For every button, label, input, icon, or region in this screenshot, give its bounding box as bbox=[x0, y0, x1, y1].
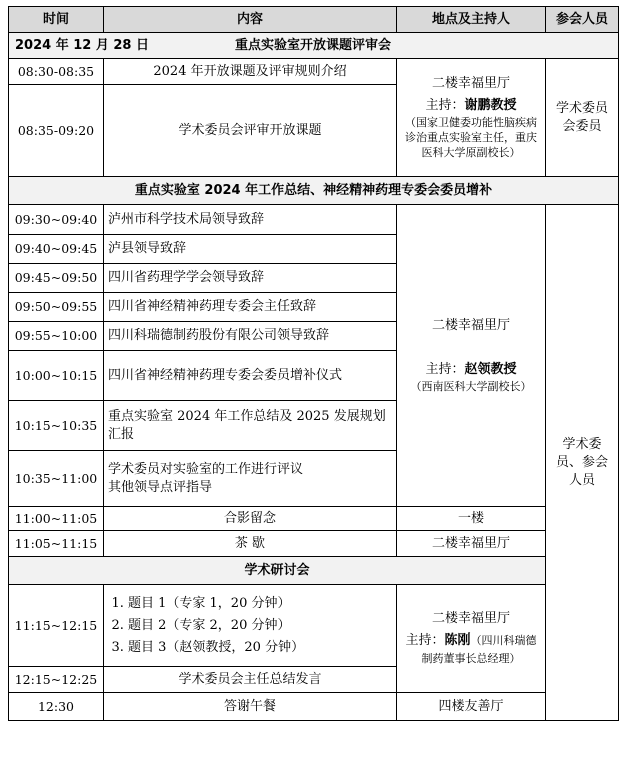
host-name: 陈刚 bbox=[444, 632, 471, 648]
agenda-table bbox=[8, 6, 619, 721]
venue-host-cell bbox=[397, 205, 546, 507]
content-cell: 茶 歇 bbox=[104, 531, 397, 557]
venue-host-cell bbox=[397, 585, 546, 693]
header-attendees: 参会人员 bbox=[546, 7, 619, 33]
section-title: 重点实验室开放课题评审会 bbox=[235, 37, 392, 53]
time-cell: 09:50~09:55 bbox=[9, 293, 104, 322]
content-cell bbox=[104, 585, 397, 667]
time-cell: 12:15~12:25 bbox=[9, 667, 104, 693]
time-cell: 09:30~09:40 bbox=[9, 205, 104, 235]
host-note: （国家卫健委功能性脑疾病诊治重点实验室主任，重庆医科大学原副校长） bbox=[405, 116, 537, 159]
time-cell: 10:15~10:35 bbox=[9, 401, 104, 451]
content-cell bbox=[104, 451, 397, 507]
content-cell: 泸州市科学技术局领导致辞 bbox=[104, 205, 397, 235]
content-cell: 四川省药理学学会领导致辞 bbox=[104, 264, 397, 293]
time-cell: 09:40~09:45 bbox=[9, 235, 104, 264]
list-item: 1. 题目 1（专家 1，20 分钟） bbox=[128, 593, 392, 615]
venue: 二楼幸福里厅 bbox=[431, 318, 510, 333]
content-cell: 四川省神经精神药理专委会主任致辞 bbox=[104, 293, 397, 322]
list-item: 2. 题目 2（专家 2，20 分钟） bbox=[128, 615, 392, 637]
section-title: 学术研讨会 bbox=[9, 557, 546, 585]
content-cell: 四川科瑞德制药股份有限公司领导致辞 bbox=[104, 322, 397, 351]
time-cell: 09:55~10:00 bbox=[9, 322, 104, 351]
time-cell: 08:35-09:20 bbox=[9, 85, 104, 177]
content-cell: 学术委员会主任总结发言 bbox=[104, 667, 397, 693]
content-line: 学术委员对实验室的工作进行评议 bbox=[108, 461, 304, 477]
host-name: 谢鹏教授 bbox=[464, 98, 517, 113]
section-title-row bbox=[9, 33, 619, 59]
table-row bbox=[9, 205, 619, 235]
table-row bbox=[9, 507, 619, 531]
table-row bbox=[9, 59, 619, 85]
content-cell: 四川省神经精神药理专委会委员增补仪式 bbox=[104, 351, 397, 401]
venue-cell: 四楼友善厅 bbox=[397, 693, 546, 721]
table-row bbox=[9, 585, 619, 667]
header-row bbox=[9, 7, 619, 33]
section-title-row bbox=[9, 177, 619, 205]
content-cell: 学术委员会评审开放课题 bbox=[104, 85, 397, 177]
table-row bbox=[9, 531, 619, 557]
time-cell: 08:30-08:35 bbox=[9, 59, 104, 85]
host-label: 主持： bbox=[405, 632, 445, 648]
host-note: （四川科瑞德制药董事长总经理） bbox=[421, 633, 537, 665]
host-label: 主持： bbox=[425, 98, 465, 113]
header-time: 时间 bbox=[9, 7, 104, 33]
content-line: 其他领导点评指导 bbox=[108, 479, 213, 495]
attendees-cell: 学术委员、参会人员 bbox=[546, 205, 619, 721]
content-cell: 泸县领导致辞 bbox=[104, 235, 397, 264]
time-cell: 11:00~11:05 bbox=[9, 507, 104, 531]
section-title: 重点实验室 2024 年工作总结、神经精神药理专委会委员增补 bbox=[9, 177, 619, 205]
content-cell: 重点实验室 2024 年工作总结及 2025 发展规划汇报 bbox=[104, 401, 397, 451]
time-cell: 12:30 bbox=[9, 693, 104, 721]
content-cell: 2024 年开放课题及评审规则介绍 bbox=[104, 59, 397, 85]
table-row bbox=[9, 693, 619, 721]
content-cell: 答谢午餐 bbox=[104, 693, 397, 721]
time-cell: 09:45~09:50 bbox=[9, 264, 104, 293]
time-cell: 11:15~12:15 bbox=[9, 585, 104, 667]
section-date: 2024 年 12 月 28 日 bbox=[15, 37, 149, 53]
header-content: 内容 bbox=[104, 7, 397, 33]
venue-host-cell bbox=[397, 59, 546, 177]
content-cell: 合影留念 bbox=[104, 507, 397, 531]
host-label: 主持： bbox=[425, 362, 465, 377]
time-cell: 10:35~11:00 bbox=[9, 451, 104, 507]
host-name: 赵领教授 bbox=[464, 362, 517, 377]
venue-cell: 二楼幸福里厅 bbox=[397, 531, 546, 557]
time-cell: 11:05~11:15 bbox=[9, 531, 104, 557]
topic-list bbox=[108, 593, 392, 659]
list-item: 3. 题目 3（赵领教授，20 分钟） bbox=[128, 637, 392, 659]
section-title-row bbox=[9, 557, 619, 585]
attendees-cell: 学术委员会委员 bbox=[546, 59, 619, 177]
host-note: （西南医科大学副校长） bbox=[410, 380, 532, 393]
venue: 二楼幸福里厅 bbox=[431, 76, 510, 91]
venue: 二楼幸福里厅 bbox=[431, 610, 510, 626]
header-venue-host: 地点及主持人 bbox=[397, 7, 546, 33]
venue-cell: 一楼 bbox=[397, 507, 546, 531]
time-cell: 10:00~10:15 bbox=[9, 351, 104, 401]
